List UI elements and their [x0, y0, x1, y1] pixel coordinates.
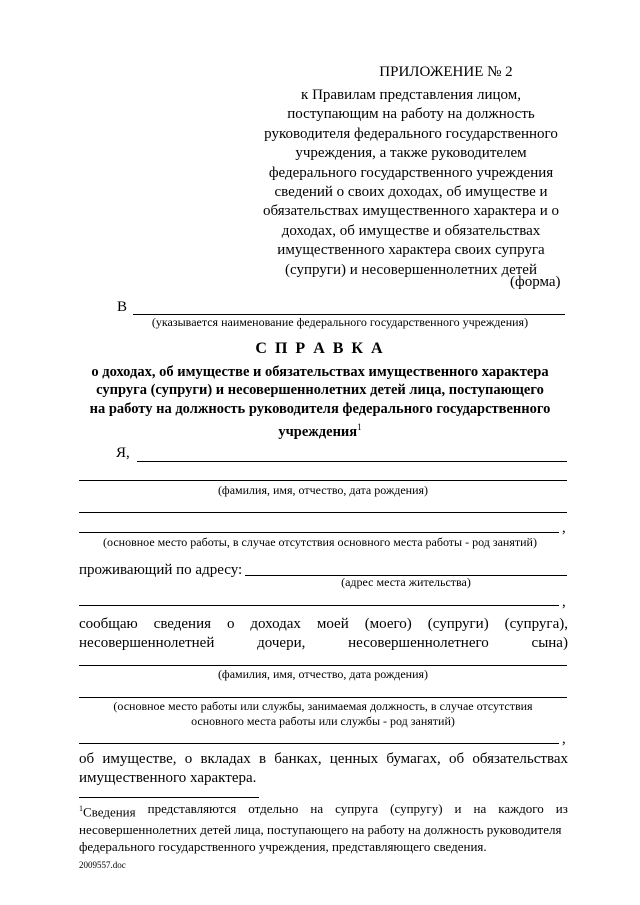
footnote-line-2: несовершеннолетних детей лица, поступающего на работу на должность руководителя [79, 821, 562, 837]
word: о [184, 751, 193, 767]
appendix-line: поступающим на работу на должность [287, 106, 535, 123]
word: отдельно [248, 801, 299, 816]
subtitle-line: супруга (супруги) и несовершеннолетних детей лица, поступающего [96, 382, 544, 399]
word: на [473, 801, 487, 816]
appendix-line: обязательствах имущественного характера и о [262, 203, 560, 220]
relative-comma: , [562, 731, 566, 747]
caption-relative-work-line: основного места работы или службы - род занятий) [191, 714, 455, 728]
file-name: 2009557.doc [79, 860, 126, 870]
caption-relative-work-line: (основное место работы или службы, занимаемая должность, в случае отсутствия [113, 699, 533, 713]
work-comma: , [562, 520, 566, 536]
word: и [454, 801, 462, 816]
word: моей [316, 616, 349, 632]
word: Сведения [83, 804, 136, 820]
form-label: (форма) [510, 274, 561, 290]
address-comma: , [562, 594, 566, 610]
appendix-line: имущественного характера своих супруга [277, 242, 545, 259]
word: доходах [250, 616, 301, 632]
appendix-line: руководителя федерального государственного [264, 125, 558, 142]
name-field-line-2[interactable] [79, 480, 567, 481]
footnote-number: 1 [79, 804, 83, 813]
word: в [258, 751, 267, 767]
work-field-line-1[interactable] [79, 512, 567, 513]
word: (супруги) [427, 616, 489, 632]
relative-field-line[interactable] [79, 665, 567, 666]
word: (супругу) [390, 801, 443, 816]
word: обязательствах [472, 751, 568, 767]
caption-relative-work [79, 699, 567, 729]
word: вкладах [200, 751, 251, 767]
word: на [310, 801, 324, 816]
document-subtitle [60, 363, 580, 441]
i-prefix: Я, [116, 445, 130, 461]
subtitle-line: учреждения [278, 423, 358, 440]
closing-line-1 [79, 749, 568, 769]
footnote-line-3: федерального государственного учреждения, представляющего сведения. [79, 839, 487, 855]
word: об [79, 751, 95, 767]
subtitle-line: на работу на должность руководителя федерального государственного [89, 400, 551, 417]
word: из [555, 801, 568, 816]
word: сведения [153, 616, 212, 632]
word: сообщаю [79, 616, 138, 632]
name-field-line-1[interactable] [137, 461, 567, 462]
word: сына) [531, 635, 568, 651]
appendix-text [246, 86, 576, 280]
word: дочери, [257, 635, 306, 651]
caption-relative: (фамилия, имя, отчество, дата рождения) [217, 667, 429, 681]
document-title: С П Р А В К А [255, 340, 385, 357]
work-field-line-2[interactable] [79, 532, 559, 533]
word: об [449, 751, 465, 767]
caption-work: (основное место работы, в случае отсутствия основного места работы - род занятий) [103, 535, 537, 549]
footnote-line-1 [79, 800, 568, 821]
word: банках, [274, 751, 322, 767]
address-field-line-2[interactable] [79, 605, 559, 606]
footnote-separator [79, 797, 259, 798]
closing-line-2: имущественного характера. [79, 770, 257, 786]
word: супруга [335, 801, 379, 816]
word: о [226, 616, 235, 632]
appendix-heading [266, 62, 626, 82]
caption-address: (адрес места жительства) [341, 575, 471, 589]
word: каждого [498, 801, 544, 816]
word: имуществе, [102, 751, 177, 767]
appendix-line: учреждения, а также руководителем [295, 145, 527, 162]
caption-person: (фамилия, имя, отчество, дата рождения) [217, 483, 429, 497]
recipient-prefix: В [117, 299, 128, 315]
word: представляются [147, 801, 237, 816]
word: несовершеннолетней [79, 635, 215, 651]
appendix-line: федерального государственного учреждения [268, 164, 554, 181]
appendix-line: доходах, об имуществе и обязательствах [281, 222, 541, 239]
appendix-line: (супруги) и несовершеннолетних детей [285, 261, 537, 278]
relative-work-field-line-2[interactable] [79, 743, 559, 744]
report-line-2 [79, 633, 568, 653]
relative-work-field-line-1[interactable] [79, 697, 567, 698]
word: ценных [329, 751, 379, 767]
address-prefix: проживающий по адресу: [79, 562, 243, 578]
footnote-mark: 1 [357, 421, 362, 432]
footnote [79, 800, 568, 856]
report-line-1 [79, 614, 568, 634]
appendix-heading-text: ПРИЛОЖЕНИЕ № 2 [379, 64, 513, 80]
word: (супруга), [504, 616, 568, 632]
recipient-caption: (указывается наименование федерального государственного учреждения) [151, 315, 529, 329]
subtitle-line: о доходах, об имуществе и обязательствах имущественного характера [91, 364, 549, 380]
appendix-line: сведений о своих доходах, об имуществе и [274, 184, 548, 201]
appendix-line: к Правилам представления лицом, [301, 87, 521, 103]
word: несовершеннолетнего [348, 635, 489, 651]
word: бумагах, [386, 751, 441, 767]
word: (моего) [364, 616, 412, 632]
